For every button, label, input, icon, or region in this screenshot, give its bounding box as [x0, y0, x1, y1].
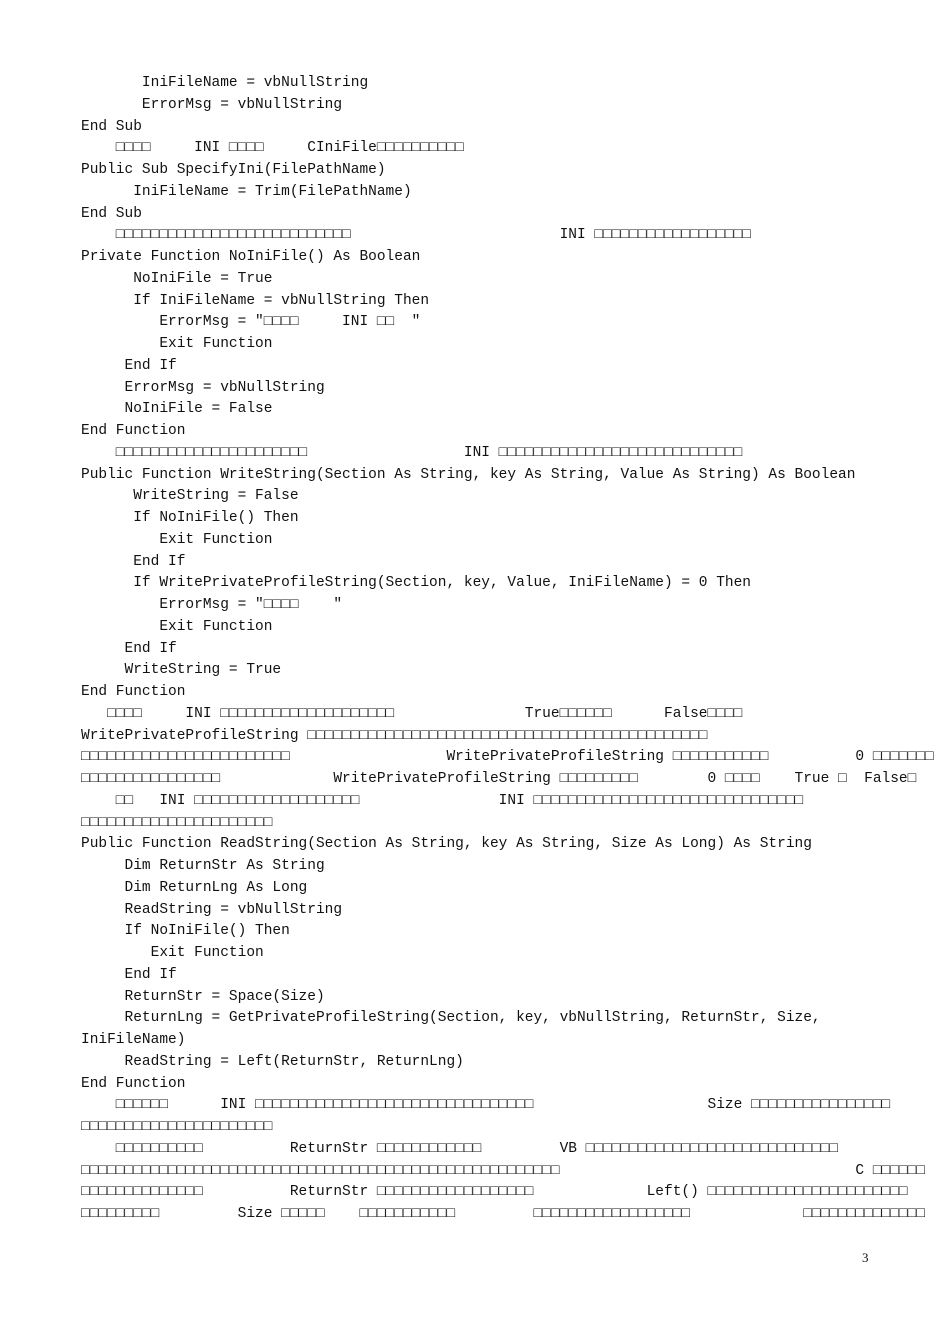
document-line: ReadString = vbNullString	[81, 901, 343, 918]
document-line: ErrorMsg = vbNullString	[81, 96, 343, 113]
document-line: □□□□□□□□□□□□□□□□□□□□□□□□□□□□□□□□□□□□□□□□□□□□□□□□□□□□□□□ C □□□□□□	[81, 1162, 926, 1179]
document-line: □□□□□□□□□□□□□□ ReturnStr □□□□□□□□□□□□□□□□□□ Left() □□□□□□□□□□□□□□□□□□□□□□□	[81, 1184, 908, 1201]
document-line: WriteString = True	[81, 662, 282, 679]
document-line: □□□□□□□□□□□□□□□□□□□□□□□□ WritePrivateProfileString □□□□□□□□□□□ 0 □□□□□□□	[81, 749, 934, 766]
document-line: Public Function ReadString(Section As String, key As String, Size As Long) As String	[81, 836, 812, 853]
document-line: □□□□□□□□□ Size □□□□□ □□□□□□□□□□□ □□□□□□□□□□□□□□□□□□ □□□□□□□□□□□□□□	[81, 1206, 926, 1222]
document-line: Exit Function	[81, 618, 273, 635]
document-line: Public Function WriteString(Section As String, key As String, Value As String) As Boolean	[81, 466, 856, 483]
document-line: End Function	[81, 1075, 186, 1092]
document-line: □□□□□□ INI □□□□□□□□□□□□□□□□□□□□□□□□□□□□□□□□ Size □□□□□□□□□□□□□□□□	[81, 1097, 891, 1114]
document-line: If WritePrivateProfileString(Section, key, Value, IniFileName) = 0 Then	[81, 575, 752, 592]
document-line: □□□□□□□□□□□□□□□□ WritePrivateProfileString □□□□□□□□□ 0 □□□□ True □ False□	[81, 771, 917, 787]
document-line: End If	[81, 357, 177, 374]
document-line: End Function	[81, 684, 186, 700]
document-line: WriteString = False	[81, 488, 299, 505]
document-line: □□□□□□□□□□□□□□□□□□□□□□□□□□□ INI □□□□□□□□□□□□□□□□□□	[81, 227, 752, 244]
document-line: End Function	[81, 423, 186, 439]
document-line: If NoIniFile() Then	[81, 510, 299, 526]
document-line: ErrorMsg = "□□□□ "	[81, 597, 343, 613]
document-line: □□□□□□□□□□□□□□□□□□□□□□ INI □□□□□□□□□□□□□□□□□□□□□□□□□□□□	[81, 444, 743, 461]
document-line: ReadString = Left(ReturnStr, ReturnLng)	[81, 1053, 464, 1070]
document-line: Public Sub SpecifyIni(FilePathName)	[81, 162, 386, 178]
document-line: End If	[81, 640, 177, 657]
document-line: ReturnStr = Space(Size)	[81, 988, 325, 1005]
document-line: End If	[81, 966, 177, 983]
document-line: IniFileName = Trim(FilePathName)	[81, 183, 412, 200]
document-line: □□□□ INI □□□□ CIniFile□□□□□□□□□□	[81, 140, 464, 157]
document-line: End If	[81, 553, 186, 570]
document-line: Exit Function	[81, 531, 273, 548]
document-line: Dim ReturnStr As String	[81, 858, 325, 874]
document-line: ErrorMsg = "□□□□ INI □□ "	[81, 314, 421, 331]
document-line: IniFileName = vbNullString	[81, 75, 369, 91]
document-line: □□□□□□□□□□ ReturnStr □□□□□□□□□□□□ VB □□□□□□□□□□□□□□□□□□□□□□□□□□□□□	[81, 1140, 839, 1157]
document-line: NoIniFile = True	[81, 270, 273, 287]
document-line: ErrorMsg = vbNullString	[81, 379, 325, 396]
document-line: Exit Function	[81, 336, 273, 352]
document-line: □□□□□□□□□□□□□□□□□□□□□□	[81, 814, 273, 831]
document-line: ReturnLng = GetPrivateProfileString(Section, key, vbNullString, ReturnStr, Size,	[81, 1010, 821, 1027]
document-line: End Sub	[81, 118, 142, 135]
document-line: IniFileName)	[81, 1032, 186, 1048]
document-line: Private Function NoIniFile() As Boolean	[81, 249, 421, 265]
document-line: If IniFileName = vbNullString Then	[81, 292, 430, 309]
document-line: End Sub	[81, 205, 142, 222]
document-line: Dim ReturnLng As Long	[81, 879, 308, 896]
document-line: WritePrivateProfileString □□□□□□□□□□□□□□□□□□□□□□□□□□□□□□□□□□□□□□□□□□□□□□	[81, 727, 708, 744]
document-line: Exit Function	[81, 945, 264, 961]
document-line: □□□□□□□□□□□□□□□□□□□□□□	[81, 1119, 273, 1135]
document-line: If NoIniFile() Then	[81, 923, 290, 940]
page-number: 3	[862, 1250, 869, 1265]
document-line: □□ INI □□□□□□□□□□□□□□□□□□□ INI □□□□□□□□□□□□□□□□□□□□□□□□□□□□□□□	[81, 792, 804, 809]
document-line: □□□□ INI □□□□□□□□□□□□□□□□□□□□ True□□□□□□ False□□□□	[81, 705, 743, 722]
document-line: NoIniFile = False	[81, 401, 273, 418]
